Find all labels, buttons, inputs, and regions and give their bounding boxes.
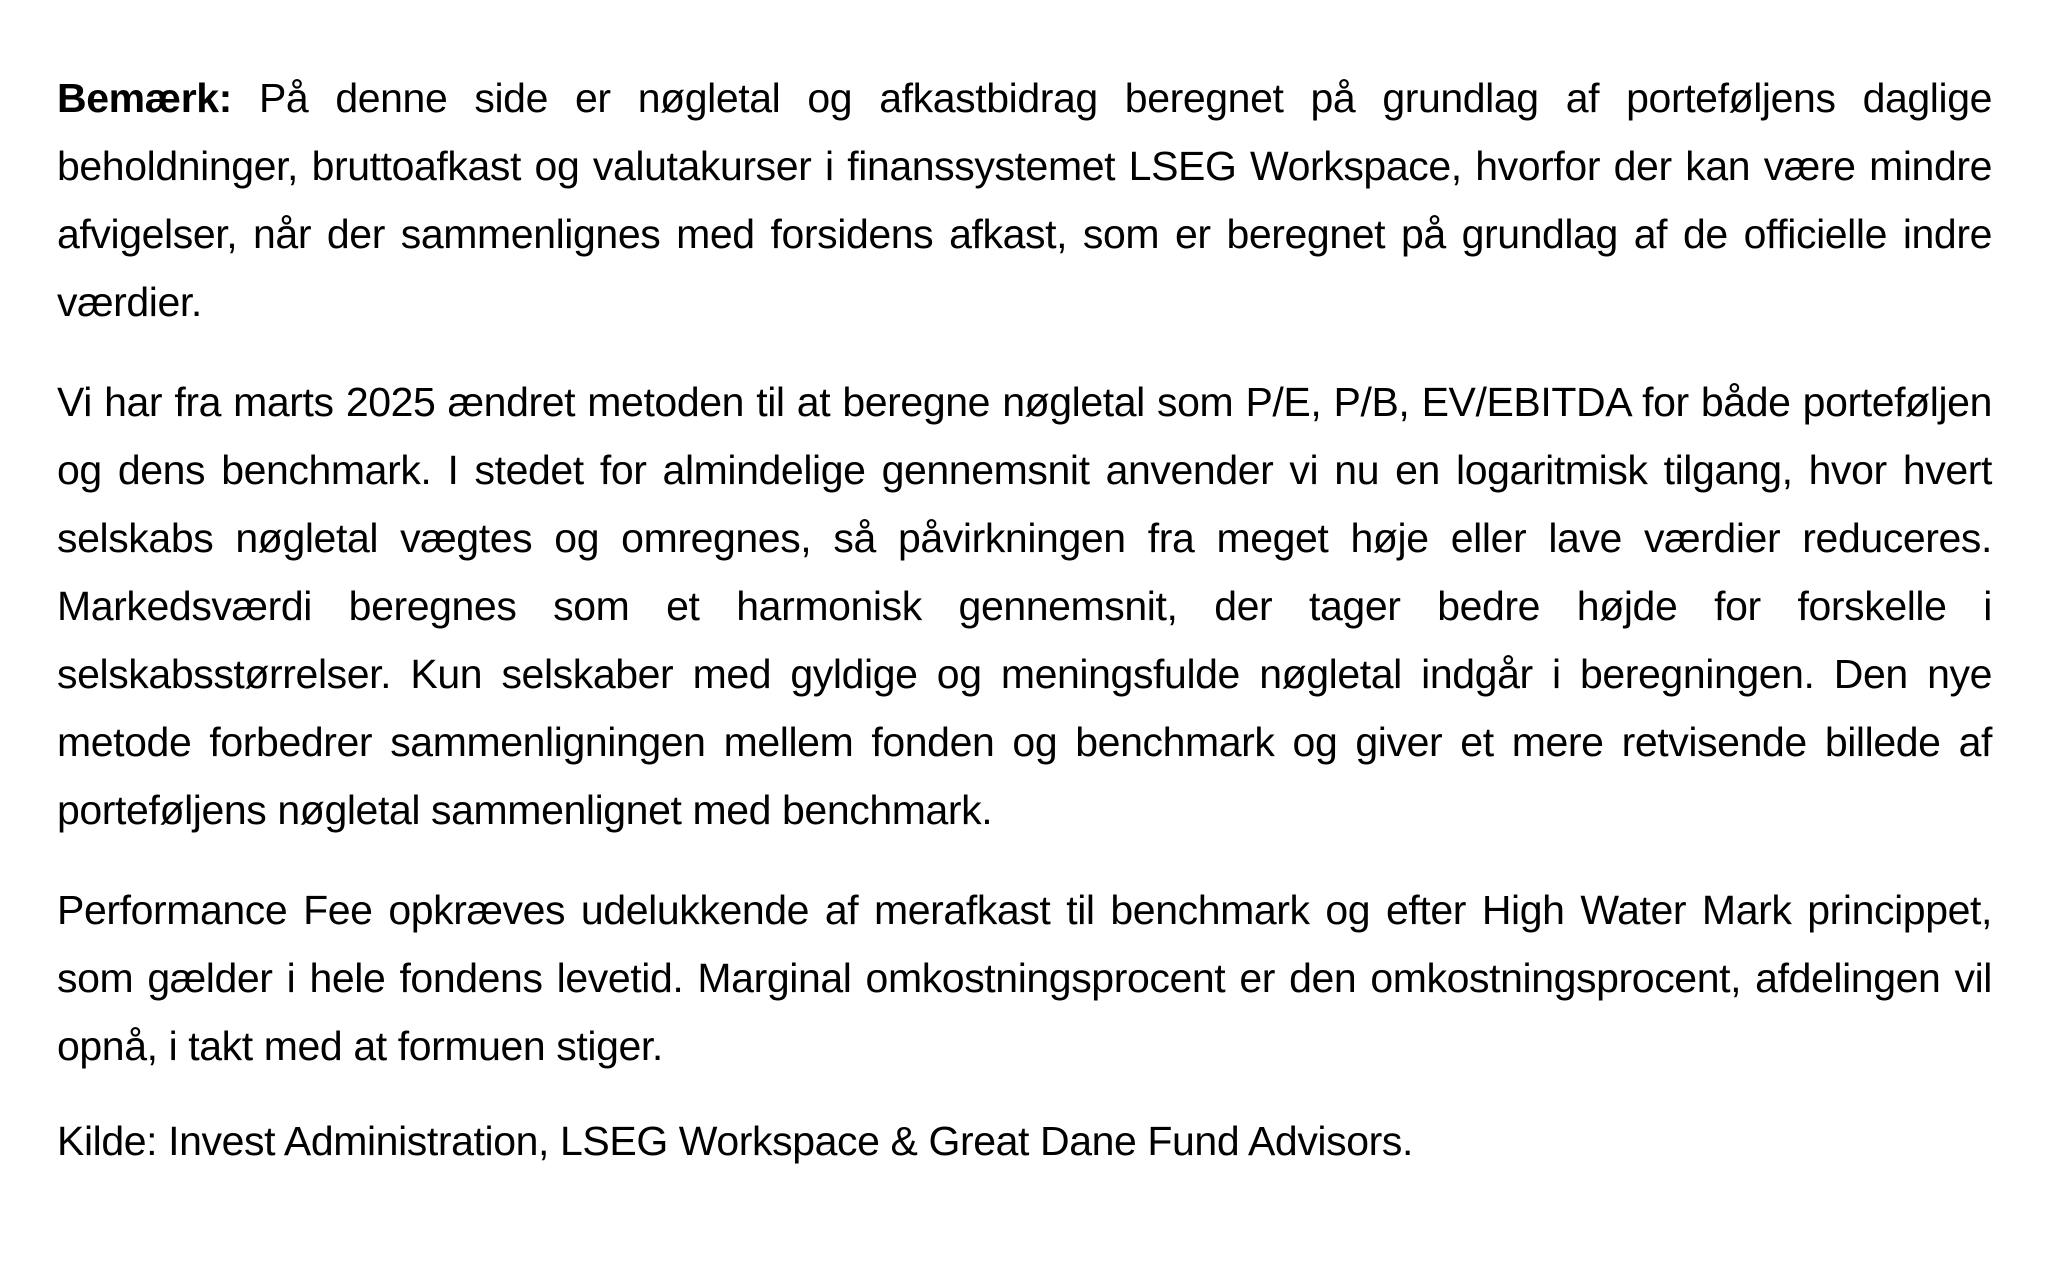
note-label: Bemærk:: [57, 75, 232, 121]
note-paragraph: [57, 64, 1992, 336]
source-paragraph: Kilde: Invest Administration, LSEG Workspace & Great Dane Fund Advisors.: [57, 1118, 1413, 1164]
disclaimer-text-block: [57, 64, 1992, 1175]
performance-fee-paragraph: Performance Fee opkræves udelukkende af merafkast til benchmark og efter High Water Mark princippet, som gælder i hele fondens levetid. Marginal omkostningsprocent er den omkostningsprocent, afdelingen vil opnå, i takt med at formuen stiger.: [57, 887, 1992, 1069]
methodology-paragraph: Vi har fra marts 2025 ændret metoden til at beregne nøgletal som P/E, P/B, EV/EBITDA for både porteføljen og dens benchmark. I stedet for almindelige gennemsnit anvender vi nu en logaritmisk tilgang, hvor hvert selskabs nøgletal vægtes og omregnes, så påvirkningen fra meget høje eller lave værdier reduceres. Markedsværdi beregnes som et harmonisk gennemsnit, der tager bedre højde for forskelle i selskabsstørrelser. Kun selskaber med gyldige og meningsfulde nøgletal indgår i beregningen. Den nye metode forbedrer sammenligningen mellem fonden og benchmark og giver et mere retvisende billede af porteføljens nøgletal sammenlignet med benchmark.: [57, 379, 1992, 833]
note-text: På denne side er nøgletal og afkastbidrag beregnet på grundlag af porteføljens daglige beholdninger, bruttoafkast og valutakurser i finanssystemet LSEG Workspace, hvorfor der kan være mindre afvigelser, når der sammenlignes med forsidens afkast, som er beregnet på grundlag af de officielle indre værdier.: [57, 75, 1992, 325]
